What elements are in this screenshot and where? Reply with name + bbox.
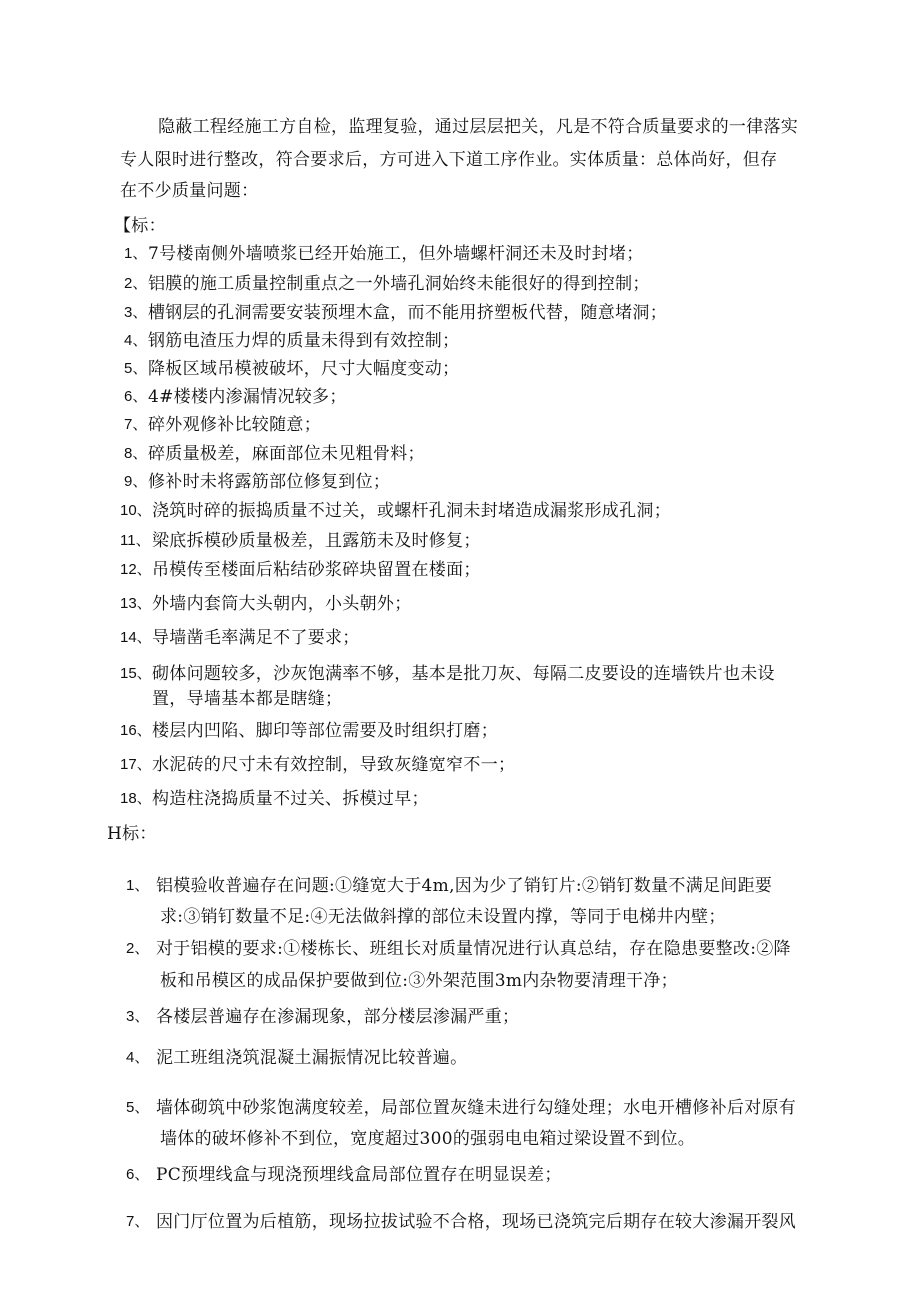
intro-line-1: 隐蔽工程经施工方自检，监理复验，通过层层把关，凡是不符合质量要求的一律落实 [158, 117, 799, 137]
item-number: 4、 [126, 1049, 150, 1066]
item-text: 导墙凿毛率满足不了要求； [152, 628, 360, 648]
item-text: 钢筋电渣压力焊的质量未得到有效控制； [148, 331, 460, 351]
item-text: 砌体问题较多，沙灰饱满率不够，基本是批刀灰、每隔二皮要设的连墙铁片也未设 [152, 664, 775, 684]
section-heading: H标： [107, 824, 157, 844]
item-text: 7号楼南侧外墙喷浆已经开始施工，但外墙螺杆洞还未及时封堵； [148, 244, 644, 264]
item-number: 5、 [124, 360, 148, 377]
item-number: 17、 [120, 756, 152, 773]
item-number: 16、 [120, 722, 152, 739]
item-number: 11、 [120, 532, 151, 549]
item-text: PC预埋线盒与现浇预埋线盒局部位置存在明显误差； [156, 1165, 562, 1185]
item-text-continued: 置，导墙基本都是瞎缝； [152, 689, 343, 709]
item-text: 因门厅位置为后植筋，现场拉拔试验不合格，现场已浇筑完后期存在较大渗漏开裂风 [156, 1212, 797, 1232]
item-number: 14、 [120, 629, 152, 646]
intro-line-2: 专人限时进行整改，符合要求后，方可进入下道工序作业。实体质量：总体尚好，但存 [120, 150, 778, 170]
section-heading: 【标： [114, 216, 166, 236]
item-text: 铝模验收普遍存在问题:①缝宽大于4m,因为少了销钉片:②销钉数量不满足间距要 [156, 876, 773, 896]
item-number: 4、 [124, 332, 148, 349]
item-number: 1、 [126, 877, 150, 894]
item-number: 6、 [126, 1166, 150, 1183]
item-text: 墙体砌筑中砂浆饱满度较差，局部位置灰缝未进行勾缝处理；水电开槽修补后对原有 [156, 1098, 797, 1118]
item-text: 碎质量极差，麻面部位未见粗骨料； [148, 444, 425, 464]
item-text: 各楼层普遍存在渗漏现象，部分楼层渗漏严重； [156, 1007, 520, 1027]
item-text-continued: 求:③销钉数量不足:④无法做斜撑的部位未设置内撑，等同于电梯井内壁； [160, 907, 726, 927]
item-number: 12、 [120, 561, 152, 578]
item-number: 15、 [120, 665, 152, 682]
item-text: 水泥砖的尺寸未有效控制，导致灰缝宽窄不一； [152, 755, 516, 775]
item-number: 18、 [120, 790, 152, 807]
item-number: 7、 [124, 416, 148, 433]
item-text: 修补时未将露筋部位修复到位； [148, 472, 391, 492]
intro-line-3: 在不少质量问题： [120, 181, 259, 201]
item-number: 2、 [126, 940, 150, 957]
item-text: 构造柱浇捣质量不过关、拆模过早； [152, 789, 429, 809]
item-number: 13、 [120, 595, 152, 612]
item-text: 降板区域吊模被破坏，尺寸大幅度变动； [148, 359, 460, 379]
item-text: 铝膜的施工质量控制重点之一外墙孔洞始终未能很好的得到控制； [148, 274, 650, 294]
item-number: 6、 [124, 388, 148, 405]
item-text: 吊模传至楼面后粘结砂浆碎块留置在楼面； [152, 560, 481, 580]
item-number: 3、 [126, 1008, 150, 1025]
item-text: 外墙内套筒大头朝内，小头朝外； [152, 594, 412, 614]
item-text: 4#楼楼内渗漏情况较多； [148, 387, 347, 407]
item-number: 2、 [124, 275, 148, 292]
item-number: 1、 [124, 245, 148, 262]
item-number: 10、 [120, 502, 152, 519]
item-number: 8、 [124, 445, 148, 462]
item-number: 7、 [126, 1213, 150, 1230]
item-text: 泥工班组浇筑混凝土漏振情况比较普遍。 [156, 1048, 468, 1068]
item-text: 浇筑时碎的振捣质量不过关，或螺杆孔洞未封堵造成漏浆形成孔洞； [152, 501, 671, 521]
item-text: 梁底拆模砂质量极差，且露筋未及时修复； [152, 531, 481, 551]
item-text-continued: 板和吊模区的成品保护要做到位:③外架范围3m内杂物要清理干净； [160, 971, 678, 991]
item-text: 碎外观修补比较随意； [148, 415, 321, 435]
item-text: 槽钢层的孔洞需要安装预埋木盒，而不能用挤塑板代替，随意堵洞； [148, 303, 667, 323]
item-number: 5、 [126, 1099, 150, 1116]
item-number: 9、 [124, 473, 148, 490]
item-number: 3、 [124, 304, 148, 321]
item-text: 对于铝模的要求:①楼栋长、班组长对质量情况进行认真总结，存在隐患要整改:②降 [156, 939, 791, 959]
item-text: 楼层内凹陷、脚印等部位需要及时组织打磨； [152, 721, 498, 741]
item-text-continued: 墙体的破坏修补不到位，宽度超过300的强弱电电箱过梁设置不到位。 [160, 1129, 696, 1149]
